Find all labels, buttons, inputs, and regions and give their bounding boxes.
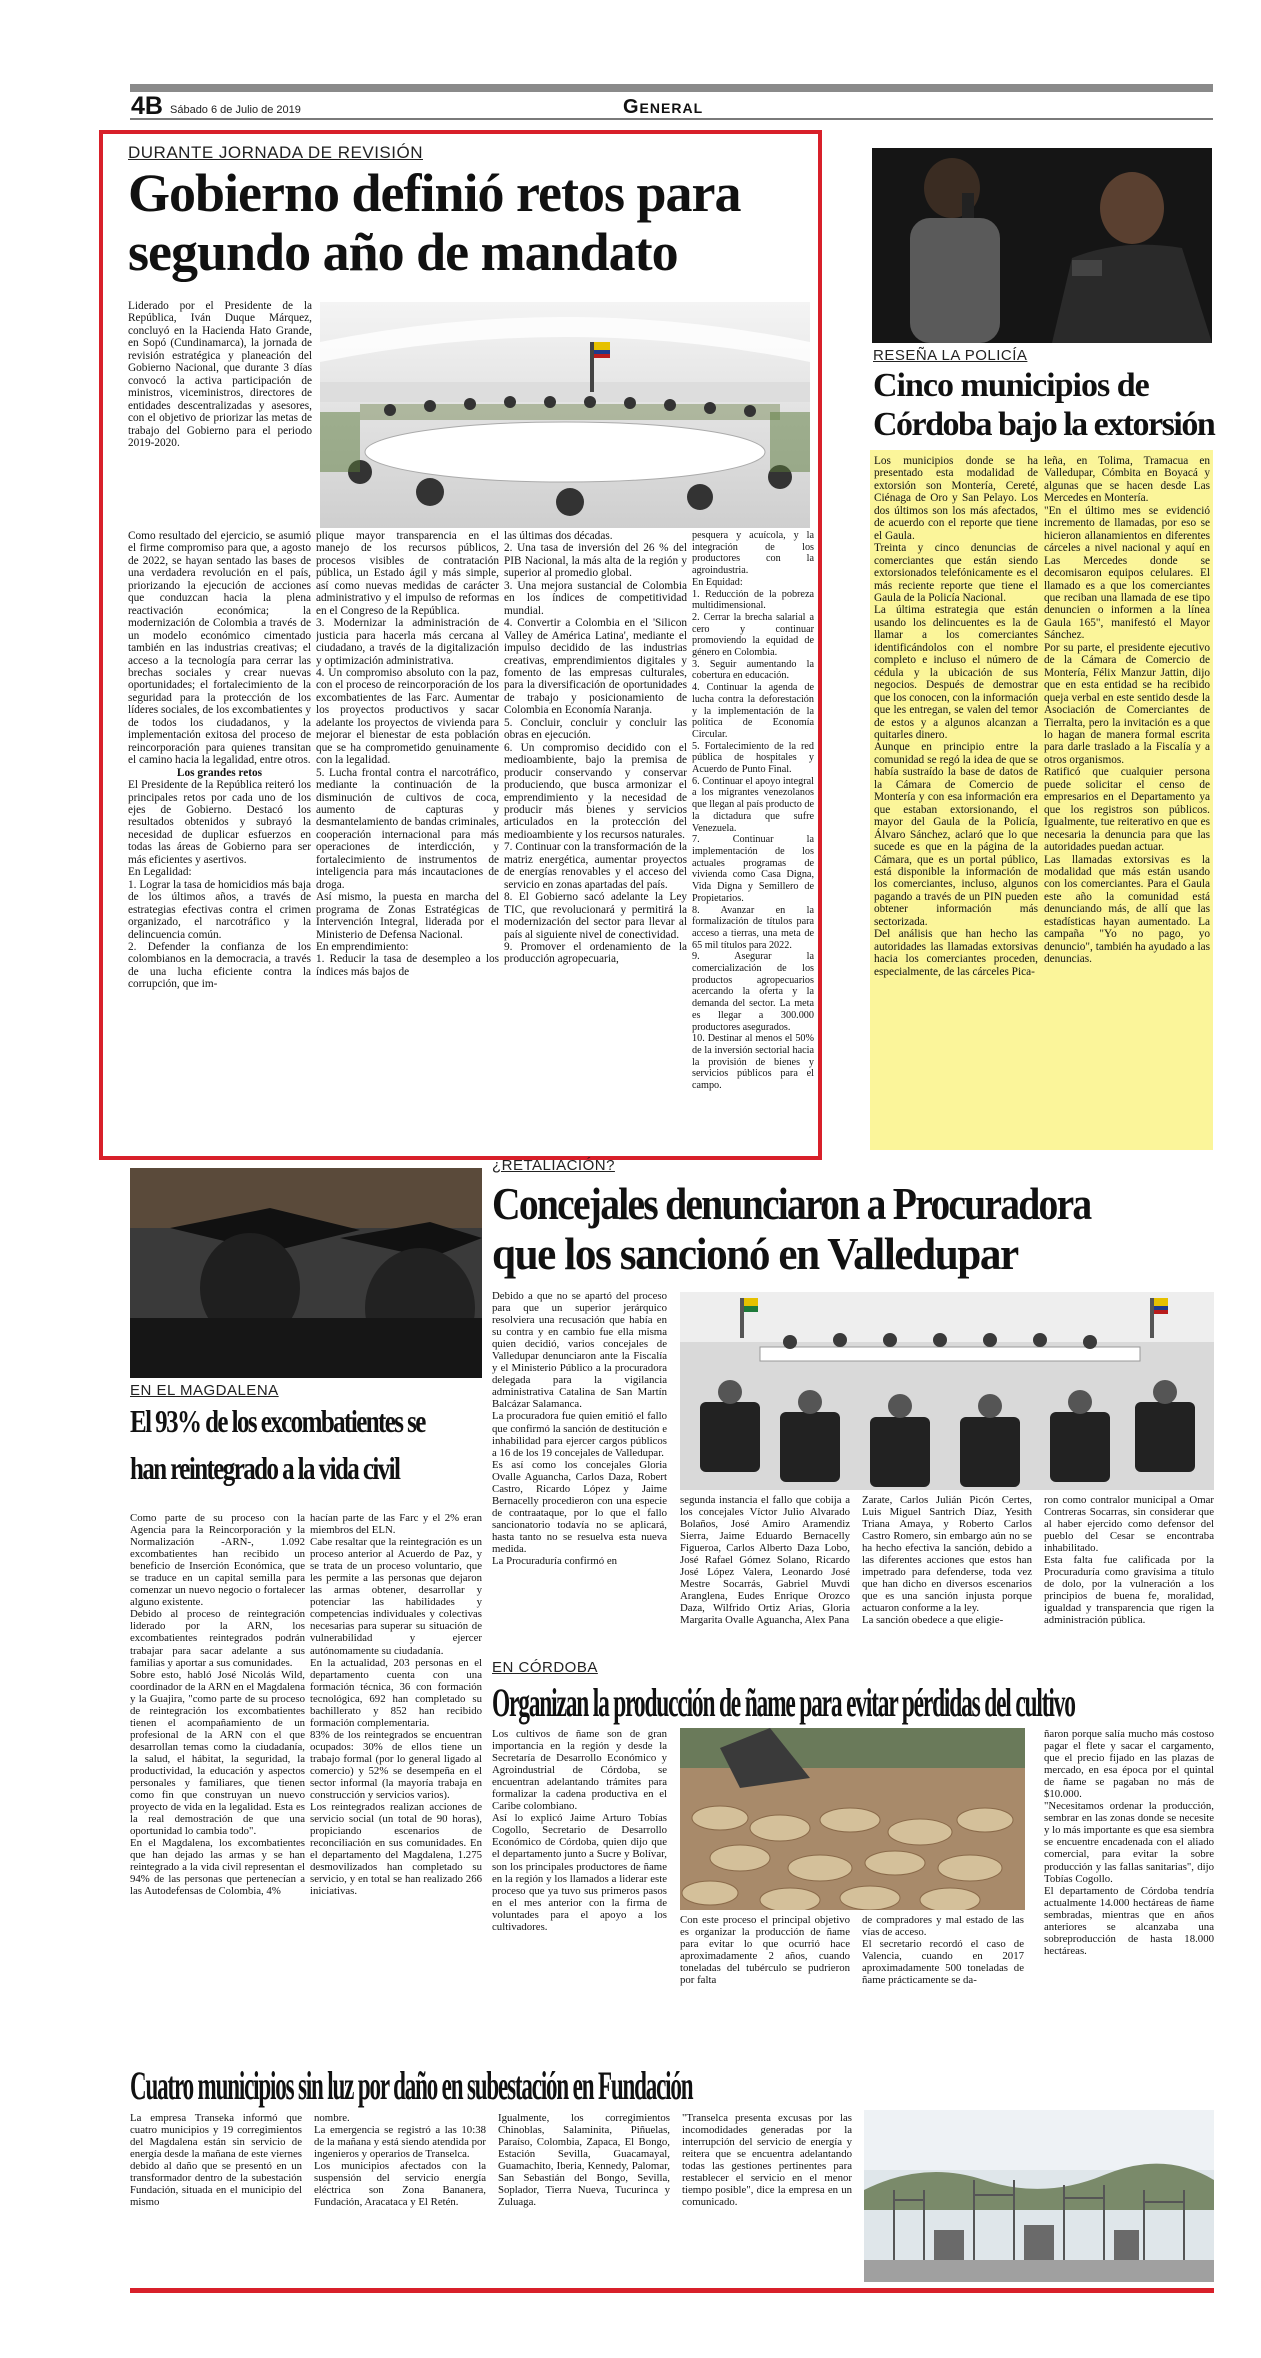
concejales-col2: segunda instancia el fallo que cobija a los concejales Víctor Julio Alvarado Bolaños, José Amiro Aramendiz Sierra, Jaime Eduardo Bernacelly Figueroa, Carlos Alberto Daza Lobo, José Rafael Gómez Solano, Ricardo José López Valera, Leonardo José Mestre Socarrás, Gabriel Muvdi Aranglena, Eudes Enrique Orozco Daza, Wilfrido Ortiz Arias, Gloria Margarita Ovalle Aguancha, Alex Pana [680,1494,850,1627]
lead-headline-line2: segundo año de mandato [128,222,678,282]
lead-kicker: DURANTE JORNADA DE REVISIÓN [128,143,423,162]
council-session-photo [680,1292,1214,1490]
excombatientes-kicker: EN EL MAGDALENA [130,1382,279,1399]
concejales-kicker: ¿RETALIACIÓN? [492,1157,615,1174]
name-kicker: EN CÓRDOBA [492,1659,598,1676]
substation-photo [864,2110,1214,2282]
name-col4: ñaron porque salía mucho más costoso pagar el flete y sacar el cargamento, que el precio fijado en las plazas de mercado, en esa época por el quintal de ñame se pagaban no más de $10.000. "Necesitamos ordenar la producción, sembrar en las zonas donde se necesite y lo más importante es que esa siembra se encuentre encadenada con el aliado comercial, para evitar la sobre producción y las fallas sanitarias", dijo Tobías Cogollo. El departamento de Córdoba tendría actualmente 14.000 hectáreas de ñame sembradas, mientras que en años anteriores se alcanzaba una sobreproducción de hasta 18.000 hectáreas. [1044,1728,1214,1957]
extortion-headline-line1: Cinco municipios de [873,367,1149,404]
extortion-headline-line2: Córdoba bajo la extorsión [873,406,1215,443]
concejales-col1: Debido a que no se apartó del proceso para que un superior jerárquico resolviera una recusación que había en su contra y en cambio fue ella misma quien decidió, varios concejales de Valledupar denunciaron ante la Fiscalía y el Ministerio Público a la procuradora delegada para la vigilancia administrativa Catalina de San Martín Balcázar Salamanca. La procuradora fue quien emitió el fallo que confirmó la sanción de destitución e inhabilidad para ejercer cargos públicos a 16 de los 19 concejales de Valledupar. Es así como los concejales Gloria Ovalle Aguancha, Carlos Daza, Robert Castro, Ricardo López y Jaime Bernacelly procedieron con una especie de contraataque, por lo que el fallo sancionatorio todavía no se aplicará, hasta tanto no se resuelva esta nueva medida. La Procuraduría confirmó en [492,1290,667,1568]
name-col3: de compradores y mal estado de las vías de acceso. El secretario recordó el caso de Valencia, cuando en 2017 aproximadamente 500 toneladas de ñame prácticamente se da- [862,1914,1024,1987]
top-rule [130,84,1213,92]
concejales-headline-line1: Concejales denunciaron a Procuradora [492,1179,1091,1229]
name-col1: Los cultivos de ñame son de gran importancia en la región y desde la Secretaría de Desarrollo Económico y Agroindustrial de Córdoba, se encuentran adelantando trámites para formalizar la cadena productiva en el Caribe colombiano. Así lo explicó Jaime Arturo Tobías Cogollo, Secretario de Desarrollo Económico de Córdoba, quien dijo que el departamento junto a Sucre y Bolívar, son los principales productores de ñame en la región y los llamados a liderar este proceso que ya tuvo sus primeros pasos en el mes anterior con la firma de voluntades para el apoyo a los cultivadores. [492,1728,667,1933]
fundacion-col2: nombre. La emergencia se registró a las 10:38 de la mañana y está siendo atendida por ingenieros y operarios de Transelca. Los municipios afectados con la suspensión del servicio energía eléctrica son Zona Bananera, Fundación, Aracataca y El Retén. [314,2112,486,2209]
section-title: General [623,96,704,118]
fundacion-col4: "Transelca presenta excusas por las incomodidades generadas por la interrupción del servicio de energía y reitera que se encuentra adelantando todas las gestiones pertinentes para restablecer el servicio en el menor tiempo posible", dice la empresa en un comunicado. [682,2112,852,2209]
extortion-col1: Los municipios donde se ha presentado esta modalidad de extorsión son Montería, Cereté, Ciénaga de Oro y San Pelayo. Los dos últimos son los más afectados, de acuerdo con el reporte que tiene el Gaula. Treinta y cinco denuncias de comerciantes que están siendo extorsionados telefónicamente es el más reciente reporte que tiene el Gaula de la Policía Nacional. La última estrategia que están usando los delincuentes es la de llamar a los comerciantes identificándolos con el nombre completo e incluso el número de cédula y la ubicación de sus negocios. Después de demostrar que los conocen, con la información que les entregan, se valen del temor de estos y a algunos alcanzan a quitarles dinero. Aunque en principio entre la comunidad se regó la idea de que se había sustraído la base de datos de la Cámara de Comercio de Montería y con esa información era que estaban extorsionando, el mayor del Gaula de la Policía, Álvaro Sánchez, aclaró que lo que sucede es que en la página de la Cámara, que es un portal público, está disponible la información de los comerciantes, incluso, algunos pagando a través de un PIN pueden obtener información más sectorizada. Del análisis que han hecho las autoridades las llamadas extorsivas hacia los comerciantes proceden, especialmente, de las cárceles Pica- [874,455,1038,978]
name-headline: Organizan la producción de ñame para evitar pérdidas del cultivo [492,1680,1075,1725]
page-number: 4B [131,92,163,120]
concejales-col4: ron como contralor municipal a Omar Contreras Socarras, sin considerar que al haber ejercido como defensor del pueblo del Cesar se encontraba inhabilitado. Esta falta fue calificada por la Procuraduría como gravísima a título de dolo, por la vulneración a los principios de buena fe, moralidad, igualdad y transparencia que rigen la administración pública. [1044,1494,1214,1627]
lead-headline-line1: Gobierno definió retos para [128,163,741,223]
fundacion-col1: La empresa Transeka informó que cuatro municipios y 19 corregimientos del Magdalena están sin servicio de energía desde la mañana de este viernes debido al daño que se presentó en un transformador dentro de la subestación Fundación, situada en el municipio del mismo [130,2112,302,2209]
yam-harvest-photo [680,1728,1025,1910]
excombatientes-col2: hacían parte de las Farc y el 2% eran miembros del ELN. Cabe resaltar que la reintegración es un proceso anterior al Acuerdo de Paz, y se trata de un proceso voluntario, que les permite a las personas que dejaron las armas obtener, desarrollar y potenciar las habilidades y competencias individuales y colectivas necesarias para superar su situación de vulnerabilidad y ejercer autónomamente su ciudadanía. En la actualidad, 203 personas en el departamento cuenta con una formación técnica, 36 con formación tecnológica, 692 han completado su bachillerato y 852 han recibido formación complementaria. 83% de los reintegrados se encuentran ocupados: 30% de ellos tiene un trabajo formal (por lo general ligado al comercio) y 52% se desempeña en el sector informal (la mayoría trabaja en construcción y servicios varios). Los reintegrados realizan acciones de servicio social (un total de 90 horas), propiciando escenarios de reconciliación en sus comunidades. En el departamento del Magdalena, 1.275 desmovilizados han completado su servicio, y en total se han realizado 266 iniciativas. [310,1512,482,1898]
government-meeting-photo [320,302,810,528]
lead-col2: plique mayor transparencia en el manejo de los recursos públicos, procesos visibles de contratación pública, un Estado ágil y más simple, así como nuevas medidas de carácter administrativo y el impulso de reformas en el Congreso de la República. 3. Modernizar la administración de justicia para hacerla más cercana al ciudadano, a través de la digitalización y optimización administrativa. 4. Un compromiso absoluto con la paz, con el proceso de reincorporación de los excombatientes de las Farc. Aumentar los proyectos productivos y sacar adelante los proyectos de vivienda para mejorar el bienestar de esta población que se ha comprometido genuinamente con la legalidad. 5. Lucha frontal contra el narcotráfico, mediante la continuación de la disminución de cultivos de coca, aumento de capturas y desmantelamiento de bandas criminales, cooperación internacional para más operaciones de interdicción, y fortalecimiento de instrumentos de inteligencia para más incautaciones de droga. Así mismo, la puesta en marcha del programa de Zonas Estratégicas de Intervención Integral, liderada por el Ministerio de Defensa Nacional. En emprendimiento: 1. Reducir la tasa de desempleo a los índices más bajos de [316,530,499,978]
extortion-col2: leña, en Tolima, Tramacua en Valledupar, Cómbita en Boyacá y algunas que se hacen desde Las Mercedes en Montería. "En el último mes se evidenció incremento de llamadas, por eso se hicieron allanamientos en diferentes cárceles a nivel nacional y aquí en Las Mercedes donde se decomisaron equipos celulares. El llamado es a que los comerciantes que reciban una llamada de ese tipo denuncien o informen a la línea Gaula 165", manifestó el Mayor Sánchez. Por su parte, el presidente ejecutivo de la Cámara de Comercio de Montería, Félix Manzur Jattin, dijo que en esta entidad se ha recibido queja verbal en este sentido desde la Asociación de Comerciantes de Tierralta, pero la invitación es a que lo hagan de manera formal escrita para darle traslado a la Fiscalía y a otros organismos. Ratificó que cualquier persona puede solicitar el censo de empresarios en el Departamento ya que los registros son públicos. Igualmente, tue reiterativo en que es necesaria la denuncia para que las autoridades puedan actuar. Las llamadas extorsivas es la modalidad que más están usando con los comerciantes. Para el Gaula este año la comunidad está denunciando más, de allí que las estadísticas hayan aumentado. La campaña "Yo no pago, yo denuncio", también ha ayudado a las denuncias. [1044,455,1210,966]
excombatientes-col1: Como parte de su proceso con la Agencia para la Reincorporación y la Normalización -ARN-, 1.092 excombatientes han recibido un beneficio de Inserción Económica, que se traduce en un capital semilla para comenzar un nuevo negocio o fortalecer alguno existente. Debido al proceso de reintegración liderado por la ARN, los excombatientes reintegrados podrán trabajar para sacar adelante a sus familias y aportar a sus comunidades. Sobre esto, habló José Nicolás Wild, coordinador de la ARN en el Magdalena y la Guajira, "como parte de su proceso de reintegración los excombatientes tienen el acompañamiento de un profesional de la ARN con el que desarrollan temas como la ciudadanía, la salud, el hábitat, la seguridad, la productividad, la educación y aspectos personales y familiares, que tienen como fin que construyan un nuevo proyecto de vida en la legalidad. Esta es la real demostración de que una oportunidad lo cambia todo". En el Magdalena, los excombatientes que han dejado las armas y se han reintegrado a la vida civil representan el 94% de las personas que pertenecían a las Autodefensas de Colombia, 4% [130,1512,305,1898]
name-col2: Con este proceso el principal objetivo es organizar la producción de ñame para evitar lo que ocurrió hace aproximadamente 2 años, cuando toneladas del tubérculo se pudrieron por falta [680,1914,850,1987]
fundacion-headline: Cuatro municipios sin luz por daño en subestación en Fundación [130,2063,693,2108]
excombatientes-headline-line1: El 93% de los excombatientes se [130,1403,425,1439]
concejales-headline-line2: que los sancionó en Valledupar [492,1229,1018,1279]
extortion-kicker: RESEÑA LA POLICÍA [873,347,1028,364]
concejales-col3: Zarate, Carlos Julián Picón Certes, Luis Miguel Santrich Díaz, Yesith Triana Amaya, y Roberto Carlos Castro Romero, sin embargo aún no se ha hecho efectiva la sanción, debido a las diferentes acciones que estos han impetrado para defenderse, toda vez que han dicho en diversos escenarios que es una sanción injusta porque actuaron conforme a la ley. La sanción obedece a que eligie- [862,1494,1032,1627]
page-date: Sábado 6 de Julio de 2019 [170,104,301,116]
excombatientes-headline-line2: han reintegrado a la vida civil [130,1450,400,1486]
bottom-rule [130,2288,1214,2293]
extortion-phone-photo [872,148,1212,343]
lead-col4: pesquera y acuícola, y la integración de los productores con la agroindustria. En Equidad: 1. Reducción de la pobreza multidimensional. 2. Cerrar la brecha salarial a cero y continuar promoviendo la equidad de género en Colombia. 3. Seguir aumentando la cobertura en educación. 4. Continuar la agenda de lucha contra la deforestación y la implementación de la política de Economía Circular. 5. Fortalecimiento de la red pública de hospitales y Acuerdo de Punto Final. 6. Continuar el apoyo integral a los migrantes venezolanos que llegan al país producto de la dictadura que sufre Venezuela. 7. Continuar la implementación de los actuales programas de vivienda como Casa Digna, Vida Digna y Semillero de Propietarios. 8. Avanzar en la formalización de títulos para acceso a tierras, una meta de 65 mil títulos para 2022. 9. Asegurar la comercialización de los productos agropecuarios acercando la oferta y la demanda del sector. La meta es llegar a 300.000 productores asegurados. 10. Destinar al menos el 50% de la inversión sectorial hacia la provisión de bienes y servicios públicos para el campo. [692,530,814,1092]
lead-intro: Liderado por el Presidente de la República, Iván Duque Márquez, concluyó en la Hacienda Hato Grande, en Sopó (Cundinamarca), la jornada de revisión estratégica y planeación del Gobierno Nacional, que durante 3 días convocó la activa participación de ministros, viceministros, directores de entidades descentralizadas y asesores, con el objetivo de priorizar las metas de trabajo del Gobierno para el periodo 2019-2020. [128,300,312,449]
fundacion-col3: Igualmente, los corregimientos Chinoblas, Salaminita, Piñuelas, Paraíso, Colombia, Zapaca, El Bongo, Estación Sevilla, Guacamayal, Guamachito, Iberia, Kennedy, Palomar, San Sebastián del Bongo, Sevilla, Soplador, Tierra Nueva, Tucurinca y Zuluaga. [498,2112,670,2209]
lead-col3: las últimas dos décadas. 2. Una tasa de inversión del 26 % del PIB Nacional, la más alta de la región y superior al promedio global. 3. Una mejora sustancial de Colombia en los índices de competitividad mundial. 4. Convertir a Colombia en el 'Silicon Valley de América Latina', mediante el impulso decidido de las industrias creativas, emprendimientos digitales y fomento de las empresas culturales, para la diversificación de oportunidades de trabajo y posicionamiento de Colombia en Economía Naranja. 5. Concluir, concluir y concluir las obras en ejecución. 6. Un compromiso decidido con el medioambiente, bajo la premisa de producir conservando y conservar produciendo, que busca armonizar el emprendimiento y la necesidad de producir más bienes y servicios articulados en la protección del medioambiente y los recursos naturales. 7. Continuar con la transformación de la matriz energética, aumentar proyectos de energías renovables y el acceso del servicio en zonas apartadas del país. 8. El Gobierno sacó adelante la Ley TIC, que revolucionará y permitirá la modernización del sector para llevar al país al siguiente nivel de conectividad. 9. Promover el ordenamiento de la producción agropecuaria, [504,530,687,966]
graduates-photo [130,1168,482,1378]
lead-col1: Como resultado del ejercicio, se asumió el firme compromiso para que, a agosto de 2022, se hayan sentado las bases de una verdadera revolución en el país, priorizando la ejecución de acciones que conduzcan hacia la plena reactivación económica; la modernización de Colombia a través de un modelo económico cimentado también en las industrias creativas; el acceso a la tecnología para cerrar las brechas sociales y crear nuevas oportunidades; el fortalecimiento de la seguridad para la protección de los líderes sociales, de los excombatientes y de todos los ciudadanos, y la implementación exitosa del proceso de reincorporación para quienes transitan el camino hacia la legalidad, entre otros. Los grandes retos El Presidente de la República reiteró los principales retos por cada uno de los ejes de Gobierno. Destacó los resultados obtenidos y subrayó la necesidad de duplicar esfuerzos en todas las áreas de Gobierno para ser más eficientes y asertivos. En Legalidad: 1. Lograr la tasa de homicidios más baja de los últimos años, a través de estrategias efectivas contra el crimen organizado, el narcotráfico y la delincuencia común. 2. Defender la confianza de los colombianos en la democracia, a través de una lucha eficiente contra la corrupción, que im- [128,530,311,991]
